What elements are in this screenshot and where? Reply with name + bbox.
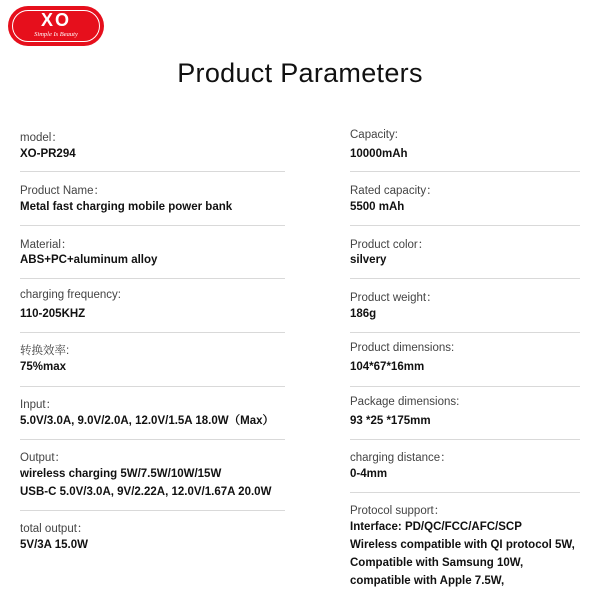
capacity-label: Capacity: [350, 129, 398, 141]
divider [350, 332, 580, 333]
divider [20, 225, 285, 226]
divider [350, 386, 580, 387]
divider [350, 225, 580, 226]
product-name-label: Product Name： [20, 185, 106, 197]
model-label: model： [20, 132, 63, 144]
capacity-value: 10000mAh [350, 148, 408, 160]
model-value: XO-PR294 [20, 148, 76, 160]
protocol-support-label: Protocol support： [350, 505, 446, 517]
product-weight-value: 186g [350, 308, 377, 320]
divider [20, 332, 285, 333]
protocol-apple-value: compatible with Apple 7.5W, [350, 575, 505, 587]
product-color-value: silvery [350, 254, 387, 266]
product-dimensions-value: 104*67*16mm [350, 361, 425, 373]
input-label: Input： [20, 399, 58, 411]
rated-capacity-value: 5500 mAh [350, 201, 405, 213]
product-dimensions-label: Product dimensions: [350, 342, 455, 354]
divider [20, 439, 285, 440]
conversion-efficiency-label: 转换效率: [20, 345, 70, 357]
material-label: Material： [20, 239, 73, 251]
input-value: 5.0V/3.0A, 9.0V/2.0A, 12.0V/1.5A 18.0W（Max） [20, 415, 274, 427]
charging-distance-value: 0-4mm [350, 468, 388, 480]
logo-mark: XO [40, 10, 71, 30]
charging-distance-label: charging distance： [350, 452, 452, 464]
conversion-efficiency-value: 75%max [20, 361, 67, 373]
package-dimensions-value: 93 *25 *175mm [350, 415, 431, 427]
protocol-qi-value: Wireless compatible with QI protocol 5W, [350, 539, 575, 551]
product-color-label: Product color： [350, 239, 430, 251]
protocol-samsung-value: Compatible with Samsung 10W, [350, 557, 524, 569]
divider [350, 278, 580, 279]
page-title: Product Parameters [177, 58, 423, 88]
product-weight-label: Product weight： [350, 292, 438, 304]
divider [350, 439, 580, 440]
package-dimensions-label: Package dimensions: [350, 396, 460, 408]
logo-tagline: Simple Is Beauty [34, 31, 78, 38]
total-output-label: total output： [20, 523, 89, 535]
divider [20, 386, 285, 387]
divider [20, 510, 285, 511]
output-usbc-value: USB-C 5.0V/3.0A, 9V/2.22A, 12.0V/1.67A 20.0W [20, 486, 272, 498]
divider [20, 171, 285, 172]
output-label: Output： [20, 452, 67, 464]
charging-frequency-label: charging frequency: [20, 289, 122, 301]
product-name-value: Metal fast charging mobile power bank [20, 201, 233, 213]
protocol-interface-value: Interface: PD/QC/FCC/AFC/SCP [350, 521, 522, 533]
divider [350, 171, 580, 172]
rated-capacity-label: Rated capacity： [350, 185, 438, 197]
material-value: ABS+PC+aluminum alloy [20, 254, 158, 266]
brand-logo [8, 6, 104, 46]
output-wireless-value: wireless charging 5W/7.5W/10W/15W [20, 468, 222, 480]
divider [350, 492, 580, 493]
total-output-value: 5V/3A 15.0W [20, 539, 88, 551]
divider [20, 278, 285, 279]
charging-frequency-value: 110-205KHZ [20, 308, 86, 320]
